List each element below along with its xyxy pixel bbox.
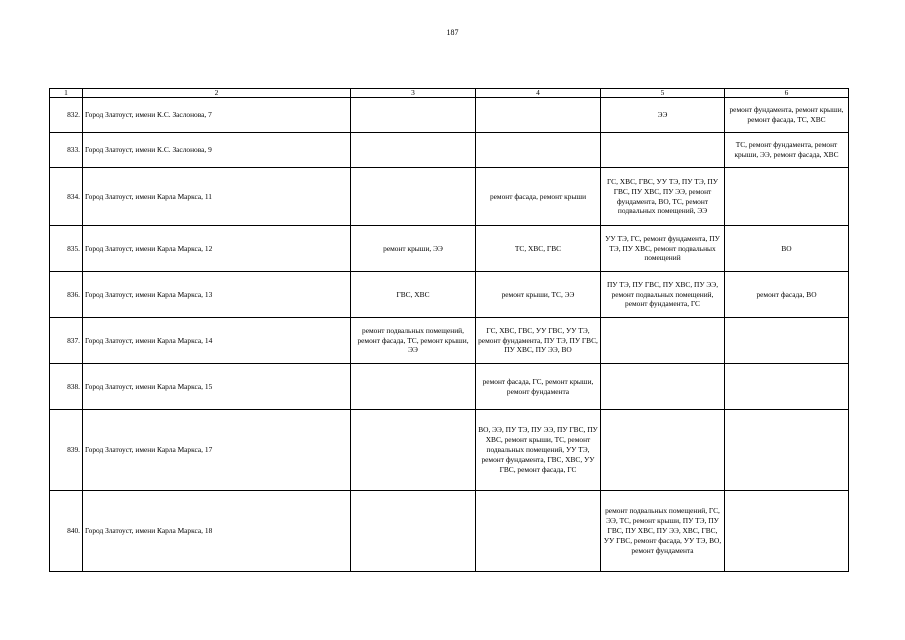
row-number: 834.	[50, 168, 83, 226]
cell-col-4: ремонт фасада, ГС, ремонт крыши, ремонт фундамента	[476, 364, 601, 410]
table-row	[50, 364, 849, 410]
cell-col-6: ремонт фундамента, ремонт крыши, ремонт фасада, ТС, ХВС	[725, 98, 849, 133]
cell-col-3	[351, 168, 476, 226]
address-work-table	[49, 88, 849, 572]
column-header-4: 4	[476, 89, 601, 98]
cell-col-5: ПУ ТЭ, ПУ ГВС, ПУ ХВС, ПУ ЭЭ, ремонт подвальных помещений, ремонт фундамента, ГС	[601, 272, 725, 318]
table-row	[50, 168, 849, 226]
row-number: 832.	[50, 98, 83, 133]
table-row	[50, 410, 849, 491]
cell-col-5	[601, 133, 725, 168]
row-number: 840.	[50, 491, 83, 572]
cell-col-4: ремонт фасада, ремонт крыши	[476, 168, 601, 226]
table-row	[50, 272, 849, 318]
cell-col-3	[351, 491, 476, 572]
column-header-5: 5	[601, 89, 725, 98]
row-number: 833.	[50, 133, 83, 168]
row-number: 837.	[50, 318, 83, 364]
cell-col-6	[725, 491, 849, 572]
cell-col-4: ТС, ХВС, ГВС	[476, 226, 601, 272]
table-row	[50, 226, 849, 272]
address-cell: Город Златоуст, имени Карла Маркса, 12	[83, 226, 351, 272]
cell-col-3	[351, 98, 476, 133]
header-row	[50, 89, 849, 98]
cell-col-6: ТС, ремонт фундамента, ремонт крыши, ЭЭ, ремонт фасада, ХВС	[725, 133, 849, 168]
cell-col-3: ремонт подвальных помещений, ремонт фасада, ТС, ремонт крыши, ЭЭ	[351, 318, 476, 364]
address-cell: Город Златоуст, имени К.С. Заслонова, 9	[83, 133, 351, 168]
page-number: 187	[446, 28, 459, 37]
column-header-2: 2	[83, 89, 351, 98]
cell-col-6: ВО	[725, 226, 849, 272]
cell-col-6	[725, 318, 849, 364]
cell-col-4	[476, 133, 601, 168]
cell-col-4	[476, 491, 601, 572]
address-cell: Город Златоуст, имени К.С. Заслонова, 7	[83, 98, 351, 133]
table-row	[50, 98, 849, 133]
address-cell: Город Златоуст, имени Карла Маркса, 15	[83, 364, 351, 410]
cell-col-4: ВО, ЭЭ, ПУ ТЭ, ПУ ЭЭ, ПУ ГВС, ПУ ХВС, ремонт крыши, ТС, ремонт подвальных помещений, УУ ТЭ, ремонт фундамента, ГВС, ХВС, УУ ГВС, ремонт фасада, ГС	[476, 410, 601, 491]
table-row	[50, 318, 849, 364]
cell-col-5: УУ ТЭ, ГС, ремонт фундамента, ПУ ТЭ, ПУ ХВС, ремонт подвальных помещений	[601, 226, 725, 272]
row-number: 838.	[50, 364, 83, 410]
cell-col-5	[601, 410, 725, 491]
cell-col-5	[601, 364, 725, 410]
column-header-6: 6	[725, 89, 849, 98]
cell-col-3	[351, 364, 476, 410]
address-cell: Город Златоуст, имени Карла Маркса, 14	[83, 318, 351, 364]
column-header-3: 3	[351, 89, 476, 98]
cell-col-3: ГВС, ХВС	[351, 272, 476, 318]
cell-col-4: ГС, ХВС, ГВС, УУ ГВС, УУ ТЭ, ремонт фундамента, ПУ ТЭ, ПУ ГВС, ПУ ХВС, ПУ ЭЭ, ВО	[476, 318, 601, 364]
address-cell: Город Златоуст, имени Карла Маркса, 13	[83, 272, 351, 318]
row-number: 839.	[50, 410, 83, 491]
cell-col-5: ГС, ХВС, ГВС, УУ ТЭ, ПУ ТЭ, ПУ ГВС, ПУ ХВС, ПУ ЭЭ, ремонт фундамента, ВО, ТС, ремонт подвальных помещений, ЭЭ	[601, 168, 725, 226]
cell-col-5: ЭЭ	[601, 98, 725, 133]
table-row	[50, 491, 849, 572]
cell-col-4	[476, 98, 601, 133]
address-cell: Город Златоуст, имени Карла Маркса, 17	[83, 410, 351, 491]
cell-col-4: ремонт крыши, ТС, ЭЭ	[476, 272, 601, 318]
cell-col-6	[725, 168, 849, 226]
cell-col-5	[601, 318, 725, 364]
cell-col-5: ремонт подвальных помещений, ГС, ЭЭ, ТС, ремонт крыши, ПУ ТЭ, ПУ ГВС, ПУ ХВС, ПУ ЭЭ, ХВС, ГВС, УУ ГВС, ремонт фасада, УУ ТЭ, ВО, ремонт фундамента	[601, 491, 725, 572]
cell-col-6: ремонт фасада, ВО	[725, 272, 849, 318]
cell-col-3	[351, 133, 476, 168]
cell-col-3: ремонт крыши, ЭЭ	[351, 226, 476, 272]
column-header-1: 1	[50, 89, 83, 98]
cell-col-3	[351, 410, 476, 491]
table-row	[50, 133, 849, 168]
row-number: 835.	[50, 226, 83, 272]
address-cell: Город Златоуст, имени Карла Маркса, 11	[83, 168, 351, 226]
row-number: 836.	[50, 272, 83, 318]
cell-col-6	[725, 364, 849, 410]
address-cell: Город Златоуст, имени Карла Маркса, 18	[83, 491, 351, 572]
cell-col-6	[725, 410, 849, 491]
